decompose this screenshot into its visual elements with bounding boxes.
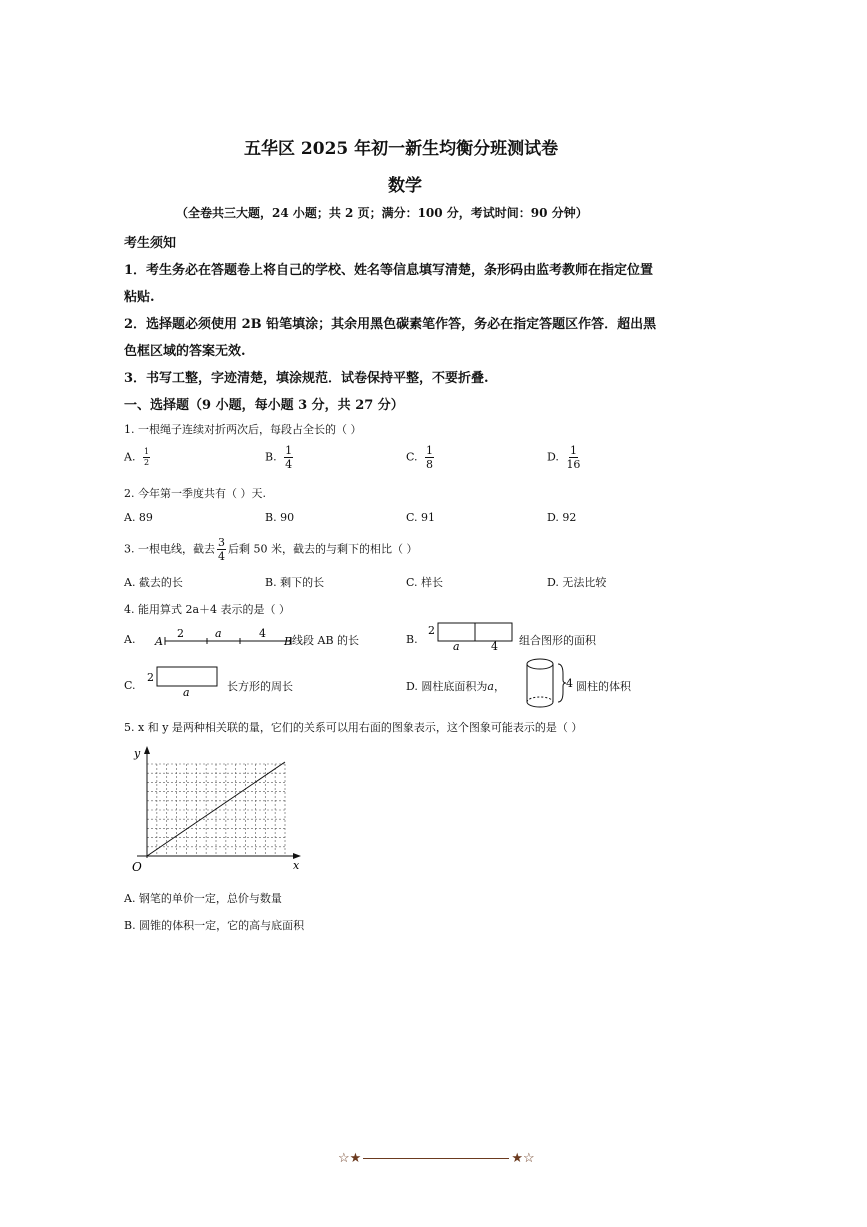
fraction-numerator: 1 — [569, 444, 577, 457]
notice-item-1a: 1．考生务必在答题卷上将自己的学校、姓名等信息填写清楚，条形码由监考教师在指定位置 — [124, 263, 654, 278]
q3-option-b: B. 剩下的长 — [265, 576, 325, 589]
rect-side-2: 2 — [147, 671, 154, 684]
q1-option-c-fraction — [425, 445, 434, 470]
q1-option-a-label: A. — [124, 450, 136, 464]
exam-meta: （全卷共三大题，24 小题；共 2 页；满分：100 分，考试时间：90 分钟） — [176, 206, 588, 220]
fraction-denominator: 4 — [285, 458, 293, 471]
fraction-numerator: 1 — [426, 444, 434, 457]
q1-option-c — [406, 445, 434, 470]
q4-stem: 4. 能用算式 2a＋4 表示的是（ ） — [124, 603, 291, 616]
q3-option-a: A. 截去的长 — [124, 576, 183, 589]
rect-width-a: a — [183, 686, 190, 698]
notice-item-2a: 2．选择题必须使用 2B 铅笔填涂；其余用黑色碳素笔作答，务必在指定答题区作答．超出黑 — [124, 317, 657, 332]
cylinder-icon — [523, 656, 575, 712]
q4-option-a-description: 线段 AB 的长 — [292, 634, 360, 647]
q3-fraction — [217, 537, 226, 562]
origin-label: O — [132, 860, 142, 874]
q5-option-b: B. 圆锥的体积一定，它的高与底面积 — [124, 919, 305, 932]
fraction-denominator: 4 — [218, 550, 225, 563]
y-axis-arrow — [144, 746, 150, 754]
q2-option-c: C. 91 — [406, 511, 436, 524]
q3-option-d: D. 无法比较 — [547, 576, 607, 589]
q3-option-c: C. 样长 — [406, 576, 444, 589]
notice-item-1b: 粘贴. — [124, 290, 155, 305]
footer-stars-left: ☆★ — [338, 1151, 362, 1166]
q4-option-c-rectangle-figure — [145, 665, 225, 698]
point-a-label: A — [155, 635, 163, 648]
fraction-numerator: 1 — [143, 447, 150, 456]
q2-option-b: B. 90 — [265, 511, 295, 524]
x-axis-label: x — [293, 859, 300, 872]
y-axis-label: y — [134, 747, 141, 760]
notice-item-2b: 色框区域的答案无效. — [124, 344, 246, 359]
section-1-heading: 一、选择题（9 小题，每小题 3 分，共 27 分） — [124, 398, 404, 413]
q4-option-b-description: 组合图形的面积 — [519, 634, 596, 647]
q4-option-d-description: 圆柱的体积 — [576, 680, 631, 693]
q4-option-c-label: C. — [124, 679, 136, 692]
footer-stars-right: ★☆ — [511, 1151, 535, 1166]
segment-length-4: 4 — [259, 627, 266, 640]
segment-length-a: a — [215, 627, 222, 640]
q5-stem: 5. x 和 y 是两种相关联的量，它们的关系可以用右面的图象表示，这个图象可能表示的是（ ） — [124, 721, 583, 734]
fraction-denominator: 2 — [143, 458, 150, 467]
point-b-label: B — [284, 635, 293, 648]
fraction-denominator: 16 — [566, 458, 581, 471]
q1-stem: 1. 一根绳子连续对折两次后，每段占全长的（ ） — [124, 423, 362, 436]
q1-option-d-fraction — [566, 445, 580, 470]
cylinder-height: 4 — [566, 677, 573, 690]
q4-option-d-label: D. 圆柱底面积为 — [406, 680, 488, 693]
q2-stem: 2. 今年第一季度共有（ ）天. — [124, 487, 266, 500]
fraction-numerator: 3 — [218, 536, 225, 549]
rect-width-a: a — [453, 640, 460, 652]
segment-length-2: 2 — [177, 627, 184, 640]
q1-option-b-label: B. — [265, 450, 277, 464]
q4-option-d-var: a — [487, 680, 494, 693]
q1-option-c-label: C. — [406, 450, 418, 464]
q3-stem-pre: 3. 一根电线，截去 — [124, 542, 215, 556]
q4-option-d-comma: ， — [493, 680, 505, 693]
q3-stem — [124, 537, 418, 562]
q1-option-b — [265, 445, 293, 470]
q2-option-d: D. 92 — [547, 511, 577, 524]
subject-title: 数学 — [388, 176, 422, 196]
q4-option-b-rectangles-figure — [425, 620, 520, 652]
q4-option-b-label: B. — [406, 633, 418, 646]
q5-line-chart — [125, 744, 310, 876]
page-footer — [338, 1151, 535, 1166]
q3-stem-post: 后剩 50 米，截去的与剩下的相比（ ） — [228, 542, 418, 556]
q1-option-d — [547, 445, 580, 470]
notice-heading: 考生须知 — [124, 236, 177, 251]
q4-option-a-segment-figure — [150, 624, 300, 650]
footer-rule — [363, 1158, 509, 1159]
q2-option-a: A. 89 — [124, 511, 153, 524]
fraction-denominator: 8 — [426, 458, 434, 471]
q5-option-a: A. 钢笔的单价一定，总价与数量 — [124, 892, 282, 905]
q4-option-d — [406, 678, 505, 694]
rect-side-2: 2 — [428, 624, 435, 637]
q1-option-b-fraction — [284, 445, 293, 470]
q1-option-a-fraction — [143, 448, 150, 467]
q4-option-c-description: 长方形的周长 — [227, 680, 293, 693]
q1-option-a — [124, 448, 150, 467]
notice-item-3: 3．书写工整，字迹清楚，填涂规范．试卷保持平整，不要折叠. — [124, 371, 489, 386]
fraction-numerator: 1 — [285, 444, 293, 457]
q4-option-a-label: A. — [124, 633, 136, 646]
exam-title: 五华区 2025 年初一新生均衡分班测试卷 — [244, 139, 559, 159]
rect-width-4: 4 — [491, 640, 498, 652]
q1-option-d-label: D. — [547, 450, 559, 464]
